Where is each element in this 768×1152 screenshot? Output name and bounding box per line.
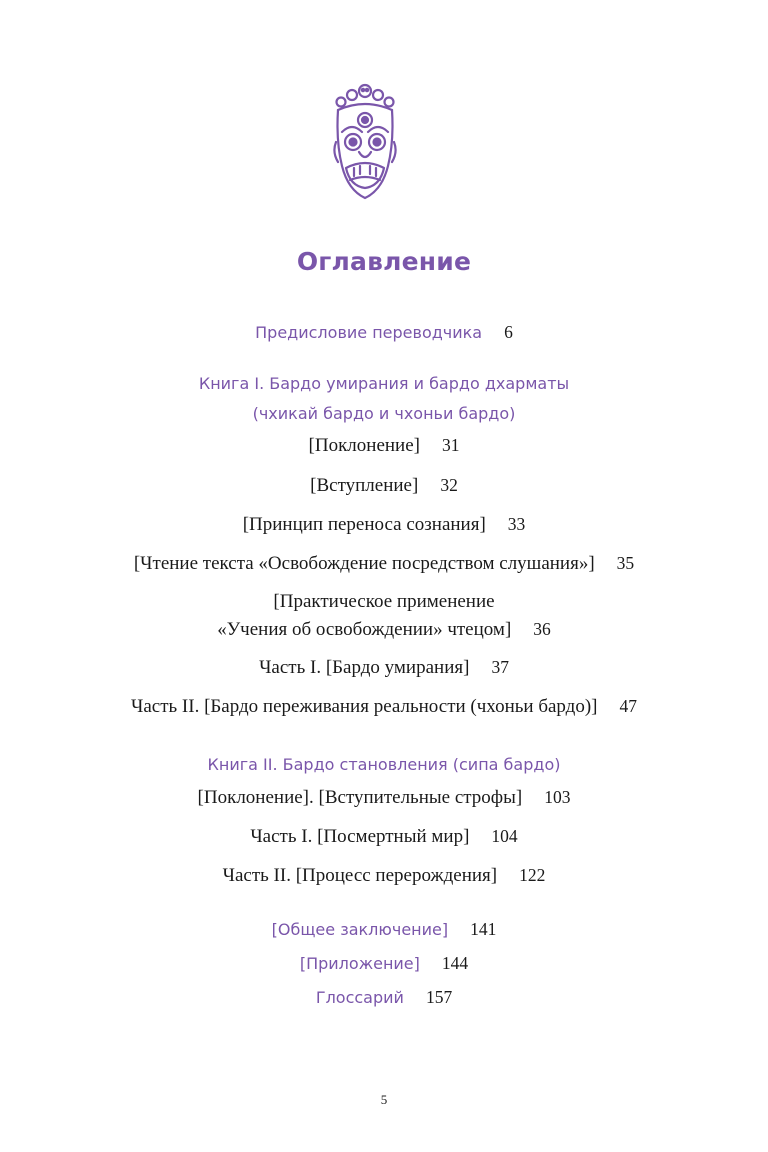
toc-entry[interactable] [0, 475, 768, 497]
toc-entry-label: Часть II. [Бардо переживания реальности (чхоньи бардо)] [130, 696, 598, 717]
toc-entry[interactable] [0, 553, 768, 575]
toc-entry-label: Часть I. [Бардо умирания] [259, 657, 470, 678]
toc-entry-page: 144 [441, 953, 469, 973]
toc-entry-page: 122 [519, 865, 546, 885]
toc-entry[interactable] [0, 696, 768, 718]
toc-entry-page: 104 [491, 826, 518, 846]
toc-entry-page: 37 [491, 657, 509, 677]
toc-entry-label: (чхикай бардо и чхоньи бардо) [252, 404, 516, 423]
toc-entry-page: 103 [544, 787, 571, 807]
toc-entry-label: [Приложение] [299, 954, 420, 973]
toc-entry-label: [Общее заключение] [271, 920, 449, 939]
toc-entry-page: 33 [507, 514, 526, 534]
toc-entry[interactable] [0, 919, 768, 940]
toc-entry-page: 36 [533, 619, 551, 639]
toc-entry-label: [Чтение текста «Освобождение посредством слушания»] [133, 553, 595, 574]
toc-entry-page: 35 [616, 553, 635, 573]
toc-entry-label: [Поклонение] [308, 435, 420, 456]
mahakala-mask-emblem [332, 82, 398, 202]
toc-entry[interactable] [0, 619, 768, 641]
toc-entry-label: Часть II. [Процесс перерождения] [222, 865, 498, 886]
toc-entry[interactable] [0, 322, 768, 343]
page-title: Оглавление [296, 247, 472, 276]
toc-entry[interactable] [0, 657, 768, 679]
toc-entry[interactable] [0, 865, 768, 887]
toc-entry-label: Книга II. Бардо становления (сипа бардо) [207, 755, 561, 774]
toc-entry[interactable] [0, 591, 768, 613]
toc-entry-label: «Учения об освобождении» чтецом] [217, 619, 512, 640]
toc-entry-page: 157 [425, 987, 453, 1007]
toc-entry-label: Книга I. Бардо умирания и бардо дхарматы [198, 374, 570, 393]
toc-entry[interactable] [0, 435, 768, 457]
toc-entry-page: 141 [470, 919, 497, 939]
toc-entry[interactable] [0, 953, 768, 974]
toc-entry-page: 6 [504, 322, 513, 342]
toc-entry-page: 47 [619, 696, 638, 716]
toc-entry-label: [Практическое применение [273, 591, 495, 612]
toc-entry[interactable] [0, 826, 768, 848]
toc-entry[interactable] [0, 514, 768, 536]
toc-section-heading[interactable] [0, 404, 768, 423]
toc-entry-page: 31 [441, 435, 460, 455]
toc-entry-label: [Вступление] [310, 475, 419, 496]
page-number: 5 [380, 1092, 388, 1107]
toc-entry-label: Глоссарий [315, 988, 404, 1007]
toc-entry-label: Часть I. [Посмертный мир] [250, 826, 470, 847]
toc-entry[interactable] [0, 787, 768, 809]
toc-entry-label: [Принцип переноса сознания] [242, 514, 486, 535]
toc-entry-page: 32 [440, 475, 458, 495]
toc-entry-label: [Поклонение]. [Вступительные строфы] [197, 787, 523, 808]
toc-section-heading[interactable] [0, 755, 768, 774]
toc-entry[interactable] [0, 987, 768, 1008]
toc-section-heading[interactable] [0, 374, 768, 393]
toc-entry-label: Предисловие переводчика [255, 323, 483, 342]
